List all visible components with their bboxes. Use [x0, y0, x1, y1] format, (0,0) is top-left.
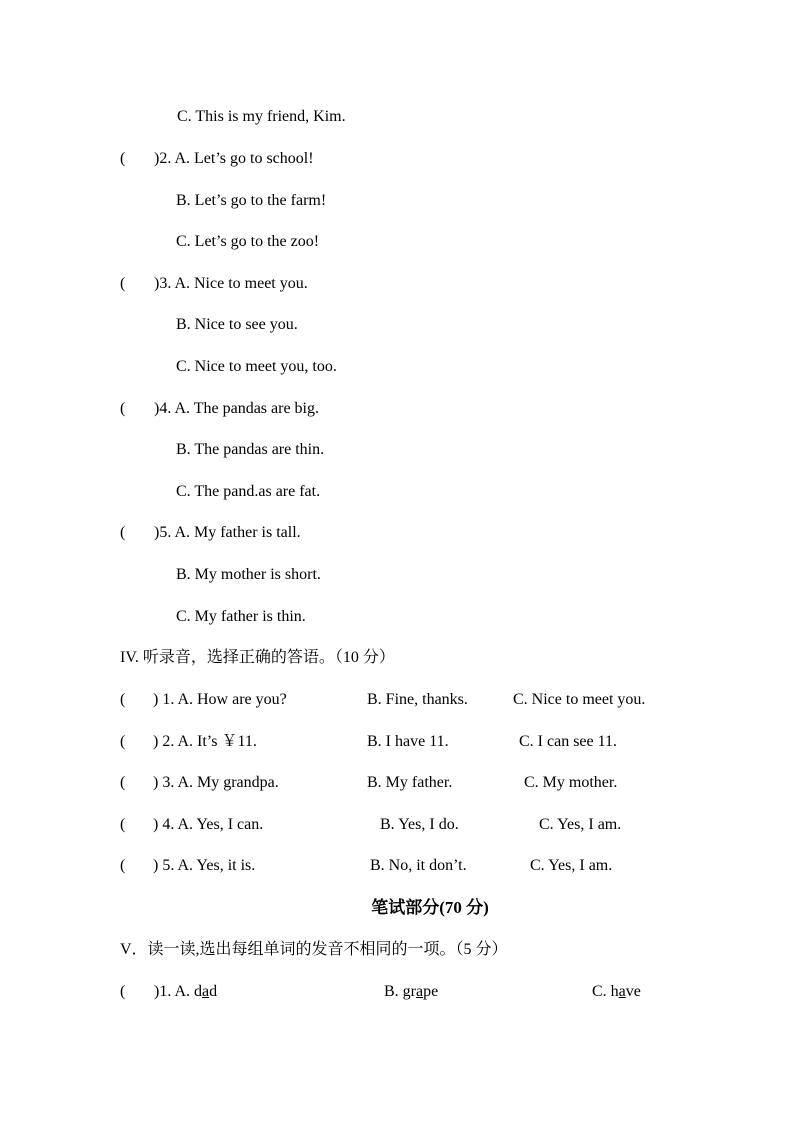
q4-option-b: B. The pandas are thin. — [176, 441, 325, 458]
question-text: )3. A. Nice to meet you. — [154, 275, 308, 292]
question-text: )5. A. My father is tall. — [154, 524, 301, 541]
question-2 — [120, 149, 314, 169]
option-c: C. Yes, I am. — [539, 816, 622, 833]
underlined-letter: a — [618, 983, 626, 1000]
answer-paren: ( — [120, 275, 126, 292]
section-4-heading: IV. 听录音，选择正确的答语。（10 分） — [120, 649, 395, 666]
option-a: ) 4. A. Yes, I can. — [153, 816, 264, 833]
q1-option-c: C. This is my friend, Kim. — [177, 108, 346, 125]
option-c: C. I can see 11. — [519, 733, 618, 750]
question-4 — [120, 399, 319, 419]
option-c-prefix: C. h — [592, 983, 619, 1000]
option-b — [384, 982, 438, 1002]
option-c-suffix: ve — [625, 983, 641, 1000]
option-a: ) 3. A. My grandpa. — [153, 774, 279, 791]
section-4-row-5 — [120, 856, 613, 876]
question-text: )4. A. The pandas are big. — [154, 400, 319, 417]
section-4-row-2 — [120, 732, 618, 752]
option-b: B. No, it don’t. — [370, 857, 467, 874]
underlined-letter: a — [416, 983, 424, 1000]
written-part-title: 笔试部分(70 分) — [371, 898, 489, 917]
section-4-row-3 — [120, 773, 618, 793]
q3-option-c: C. Nice to meet you, too. — [176, 358, 337, 375]
option-b: B. Fine, thanks. — [367, 691, 468, 708]
option-b: B. Yes, I do. — [380, 816, 459, 833]
answer-paren: ( — [120, 150, 126, 167]
answer-paren: ( — [120, 733, 126, 750]
question-text: )2. A. Let’s go to school! — [154, 150, 314, 167]
section-4-row-1 — [120, 690, 646, 710]
option-a-prefix: )1. A. d — [154, 983, 202, 1000]
answer-paren: ( — [120, 983, 126, 1000]
option-c: C. My mother. — [524, 774, 618, 791]
option-a: ) 2. A. It’s ￥11. — [153, 733, 257, 750]
answer-paren: ( — [120, 857, 126, 874]
section-4-row-4 — [120, 815, 622, 835]
section-5-heading: V．读一读,选出每组单词的发音不相同的一项。（5 分） — [120, 941, 508, 958]
option-c: C. Yes, I am. — [530, 857, 613, 874]
answer-paren: ( — [120, 524, 126, 541]
section-5-question-1 — [120, 982, 641, 1002]
option-b-prefix: B. gr — [384, 983, 416, 1000]
option-a-suffix: d — [209, 983, 218, 1000]
option-b-suffix: pe — [423, 983, 439, 1000]
question-5 — [120, 523, 301, 543]
answer-paren: ( — [120, 816, 126, 833]
q2-option-b: B. Let’s go to the farm! — [176, 192, 327, 209]
q5-option-b: B. My mother is short. — [176, 566, 321, 583]
q5-option-c: C. My father is thin. — [176, 608, 306, 625]
q2-option-c: C. Let’s go to the zoo! — [176, 233, 320, 250]
option-a — [154, 982, 217, 1002]
option-b: B. My father. — [367, 774, 453, 791]
q4-option-c: C. The pand.as are fat. — [176, 483, 321, 500]
option-b: B. I have 11. — [367, 733, 449, 750]
answer-paren: ( — [120, 691, 126, 708]
option-c — [592, 982, 641, 1002]
answer-paren: ( — [120, 774, 126, 791]
q3-option-b: B. Nice to see you. — [176, 316, 298, 333]
answer-paren: ( — [120, 400, 126, 417]
option-a: ) 5. A. Yes, it is. — [153, 857, 256, 874]
question-3 — [120, 274, 308, 294]
underlined-letter: a — [202, 983, 210, 1000]
option-c: C. Nice to meet you. — [513, 691, 646, 708]
option-a: ) 1. A. How are you? — [153, 691, 287, 708]
